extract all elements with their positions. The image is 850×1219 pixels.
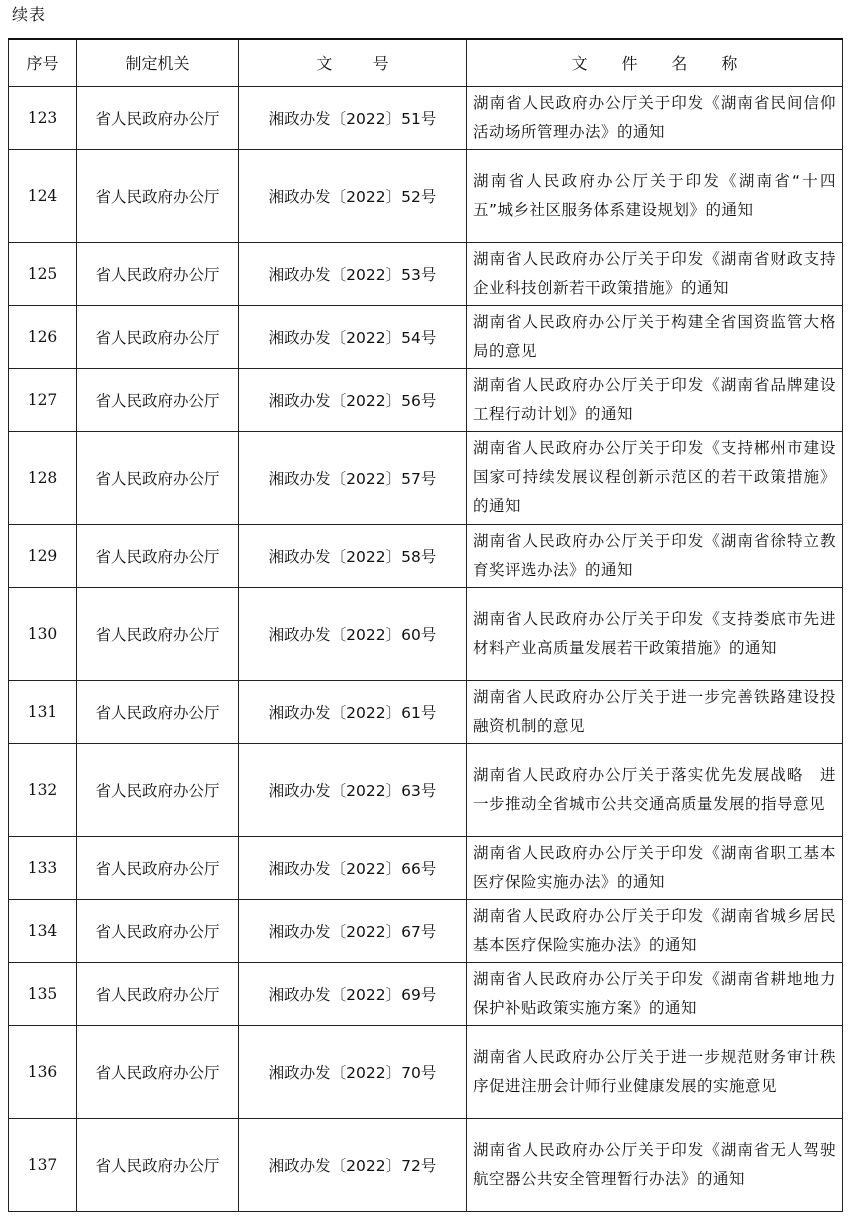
table-row	[9, 86, 843, 149]
header-agency: 制定机关	[77, 39, 239, 86]
table-row	[9, 305, 843, 368]
cell-seq: 126	[9, 305, 77, 368]
cell-doc-name: 湖南省人民政府办公厅关于进一步完善铁路建设投融资机制的意见	[467, 680, 843, 743]
table-continued-caption: 续表	[12, 5, 47, 24]
cell-agency: 省人民政府办公厅	[77, 305, 239, 368]
cell-agency: 省人民政府办公厅	[77, 1118, 239, 1211]
table-row	[9, 743, 843, 836]
table-row	[9, 587, 843, 680]
table-header-row	[9, 39, 843, 86]
cell-agency: 省人民政府办公厅	[77, 86, 239, 149]
cell-seq: 133	[9, 836, 77, 899]
cell-doc-name: 湖南省人民政府办公厅关于印发《湖南省品牌建设工程行动计划》的通知	[467, 368, 843, 431]
cell-seq: 125	[9, 242, 77, 305]
cell-seq: 131	[9, 680, 77, 743]
cell-doc-no: 湘政办发〔2022〕53号	[239, 242, 467, 305]
cell-doc-no: 湘政办发〔2022〕60号	[239, 587, 467, 680]
cell-doc-no: 湘政办发〔2022〕57号	[239, 431, 467, 524]
cell-doc-name: 湖南省人民政府办公厅关于印发《湖南省无人驾驶航空器公共安全管理暂行办法》的通知	[467, 1118, 843, 1211]
cell-agency: 省人民政府办公厅	[77, 743, 239, 836]
cell-doc-no: 湘政办发〔2022〕67号	[239, 899, 467, 962]
table-row	[9, 962, 843, 1025]
cell-doc-name: 湖南省人民政府办公厅关于印发《湖南省财政支持企业科技创新若干政策措施》的通知	[467, 242, 843, 305]
cell-seq: 134	[9, 899, 77, 962]
cell-doc-no: 湘政办发〔2022〕69号	[239, 962, 467, 1025]
cell-agency: 省人民政府办公厅	[77, 431, 239, 524]
cell-seq: 129	[9, 524, 77, 587]
cell-doc-no: 湘政办发〔2022〕51号	[239, 86, 467, 149]
cell-doc-no: 湘政办发〔2022〕70号	[239, 1025, 467, 1118]
cell-seq: 135	[9, 962, 77, 1025]
table-row	[9, 1025, 843, 1118]
cell-agency: 省人民政府办公厅	[77, 1025, 239, 1118]
cell-agency: 省人民政府办公厅	[77, 368, 239, 431]
table-row	[9, 680, 843, 743]
table-row	[9, 242, 843, 305]
cell-agency: 省人民政府办公厅	[77, 899, 239, 962]
cell-seq: 124	[9, 149, 77, 242]
cell-doc-no: 湘政办发〔2022〕52号	[239, 149, 467, 242]
cell-seq: 137	[9, 1118, 77, 1211]
cell-doc-no: 湘政办发〔2022〕54号	[239, 305, 467, 368]
cell-seq: 130	[9, 587, 77, 680]
cell-doc-name: 湖南省人民政府办公厅关于进一步规范财务审计秩序促进注册会计师行业健康发展的实施意见	[467, 1025, 843, 1118]
table-row	[9, 368, 843, 431]
cell-doc-no: 湘政办发〔2022〕72号	[239, 1118, 467, 1211]
cell-doc-name: 湖南省人民政府办公厅关于印发《湖南省“十四五”城乡社区服务体系建设规划》的通知	[467, 149, 843, 242]
cell-doc-name: 湖南省人民政府办公厅关于印发《支持郴州市建设国家可持续发展议程创新示范区的若干政策措施》的通知	[467, 431, 843, 524]
cell-seq: 136	[9, 1025, 77, 1118]
header-seq: 序号	[9, 39, 77, 86]
cell-doc-name: 湖南省人民政府办公厅关于印发《湖南省耕地地力保护补贴政策实施方案》的通知	[467, 962, 843, 1025]
cell-doc-no: 湘政办发〔2022〕58号	[239, 524, 467, 587]
cell-agency: 省人民政府办公厅	[77, 242, 239, 305]
cell-seq: 123	[9, 86, 77, 149]
cell-doc-name: 湖南省人民政府办公厅关于印发《湖南省民间信仰活动场所管理办法》的通知	[467, 86, 843, 149]
table-row	[9, 149, 843, 242]
cell-seq: 127	[9, 368, 77, 431]
cell-doc-name: 湖南省人民政府办公厅关于印发《湖南省徐特立教育奖评选办法》的通知	[467, 524, 843, 587]
cell-seq: 128	[9, 431, 77, 524]
cell-doc-name: 湖南省人民政府办公厅关于构建全省国资监管大格局的意见	[467, 305, 843, 368]
header-doc-no	[239, 39, 467, 86]
cell-doc-name: 湖南省人民政府办公厅关于落实优先发展战略 进一步推动全省城市公共交通高质量发展的指导意见	[467, 743, 843, 836]
table-row	[9, 836, 843, 899]
cell-agency: 省人民政府办公厅	[77, 149, 239, 242]
cell-agency: 省人民政府办公厅	[77, 587, 239, 680]
cell-agency: 省人民政府办公厅	[77, 836, 239, 899]
table-row	[9, 524, 843, 587]
table-row	[9, 431, 843, 524]
cell-seq: 132	[9, 743, 77, 836]
cell-agency: 省人民政府办公厅	[77, 524, 239, 587]
header-doc-name-label: 文 件 名 称	[571, 54, 752, 74]
cell-doc-no: 湘政办发〔2022〕66号	[239, 836, 467, 899]
table-row	[9, 1118, 843, 1211]
table-row	[9, 899, 843, 962]
cell-doc-no: 湘政办发〔2022〕63号	[239, 743, 467, 836]
header-doc-name	[467, 39, 843, 86]
cell-doc-no: 湘政办发〔2022〕61号	[239, 680, 467, 743]
cell-agency: 省人民政府办公厅	[77, 680, 239, 743]
cell-doc-no: 湘政办发〔2022〕56号	[239, 368, 467, 431]
cell-doc-name: 湖南省人民政府办公厅关于印发《支持娄底市先进材料产业高质量发展若干政策措施》的通知	[467, 587, 843, 680]
document-list-table	[8, 38, 843, 1212]
cell-doc-name: 湖南省人民政府办公厅关于印发《湖南省城乡居民基本医疗保险实施办法》的通知	[467, 899, 843, 962]
header-doc-no-label: 文 号	[316, 54, 407, 74]
cell-agency: 省人民政府办公厅	[77, 962, 239, 1025]
cell-doc-name: 湖南省人民政府办公厅关于印发《湖南省职工基本医疗保险实施办法》的通知	[467, 836, 843, 899]
